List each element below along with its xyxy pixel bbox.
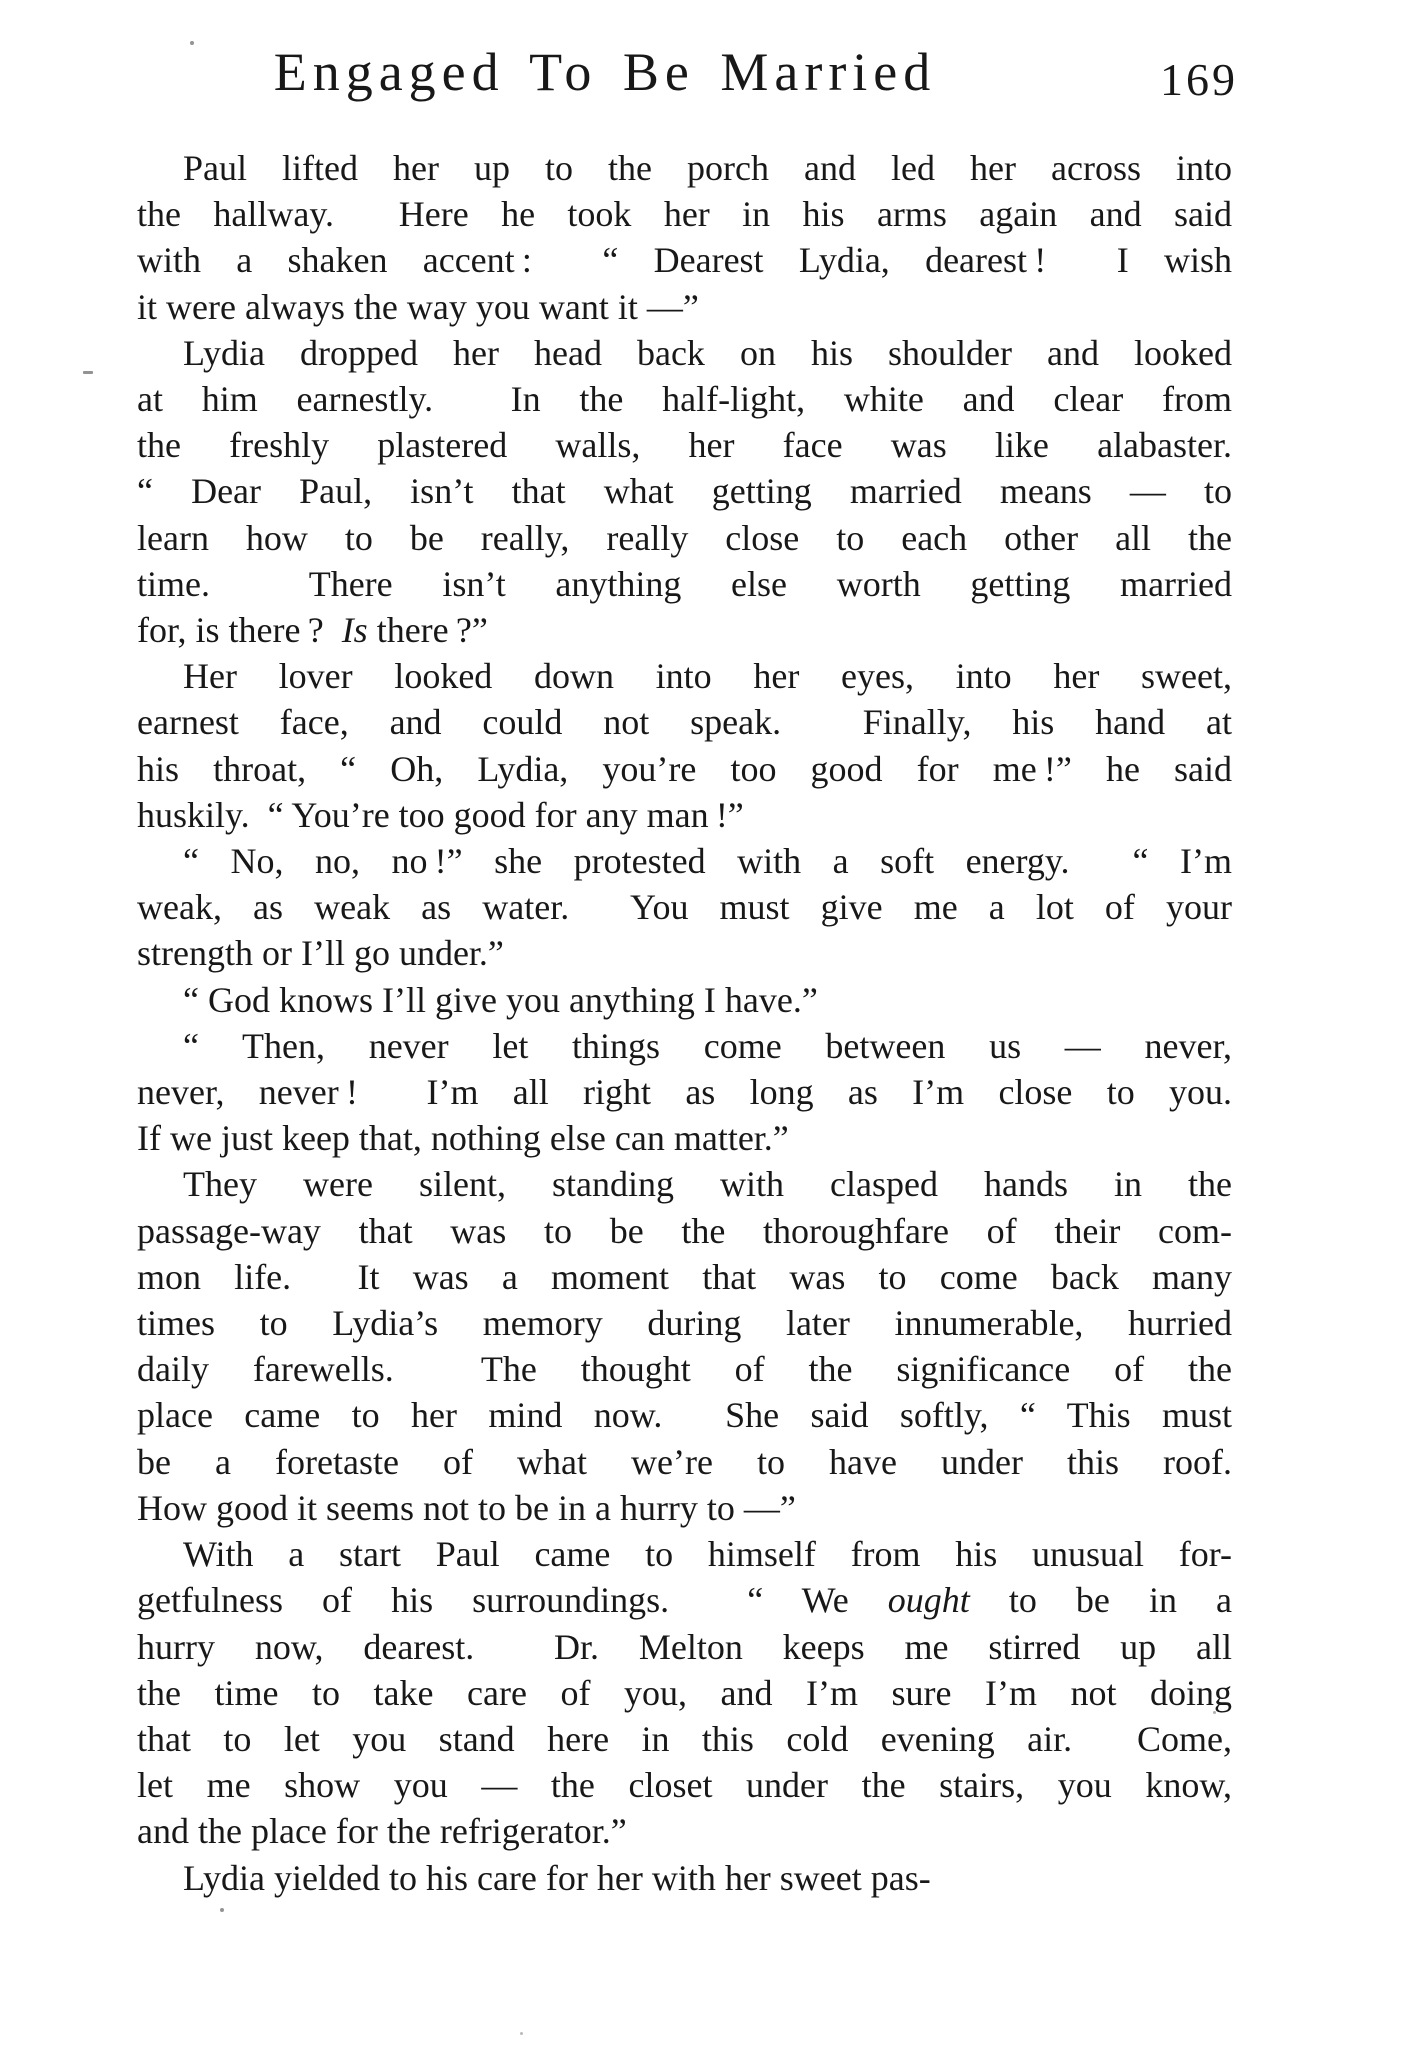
text-segment: “ God knows I’ll give you anything I have.” <box>183 979 818 1020</box>
text-line <box>137 838 1232 884</box>
scan-speck <box>190 41 194 45</box>
text-line <box>137 376 1232 422</box>
text-line <box>137 884 1232 930</box>
scan-speck <box>1213 1711 1216 1714</box>
text-segment: With a start Paul came to himself from his unusual for- <box>183 1534 1232 1575</box>
text-line <box>137 1716 1232 1762</box>
text-line <box>137 1577 1232 1623</box>
text-segment: daily farewells. The thought of the significance of the <box>137 1349 1232 1390</box>
text-segment: at him earnestly. In the half-light, white and clear from <box>137 379 1232 420</box>
text-line <box>137 977 1232 1023</box>
text-segment: earnest face, and could not speak. Finally, his hand at <box>137 702 1232 743</box>
text-segment: for, is there ? <box>137 610 342 651</box>
text-line <box>137 699 1232 745</box>
text-segment: weak, as weak as water. You must give me a lot of your <box>137 887 1232 928</box>
text-segment: and the place for the refrigerator.” <box>137 1811 627 1852</box>
text-segment: time. There isn’t anything else worth getting married <box>137 563 1232 604</box>
text-line <box>137 330 1232 376</box>
text-line <box>137 1208 1232 1254</box>
italic-text: Is <box>341 610 368 651</box>
text-line <box>137 1855 1232 1901</box>
text-segment: to be in a <box>969 1580 1232 1621</box>
text-line <box>137 1392 1232 1438</box>
text-line <box>137 1069 1232 1115</box>
text-segment: be a foretaste of what we’re to have under this roof. <box>137 1441 1232 1482</box>
scan-speck <box>520 2032 523 2035</box>
text-segment: Her lover looked down into her eyes, into her sweet, <box>183 656 1232 697</box>
text-line <box>137 1346 1232 1392</box>
text-line <box>137 515 1232 561</box>
text-line <box>137 792 1232 838</box>
text-segment: times to Lydia’s memory during later innumerable, hurried <box>137 1303 1232 1344</box>
text-segment: it were always the way you want it —” <box>137 286 699 327</box>
text-segment: the hallway. Here he took her in his arms again and said <box>137 194 1232 235</box>
text-segment: let me show you — the closet under the stairs, you know, <box>137 1765 1232 1806</box>
text-segment: How good it seems not to be in a hurry to —” <box>137 1487 796 1528</box>
text-segment: “ Then, never let things come between us — never, <box>183 1025 1232 1066</box>
text-line <box>137 1485 1232 1531</box>
text-line <box>137 1254 1232 1300</box>
text-segment: “ No, no, no !” she protested with a soft energy. “ I’m <box>183 841 1232 882</box>
text-segment: with a shaken accent : “ Dearest Lydia, dearest ! I wish <box>137 240 1232 281</box>
text-segment: Lydia dropped her head back on his shoulder and looked <box>183 332 1232 373</box>
text-segment: “ Dear Paul, isn’t that what getting married means — to <box>137 471 1232 512</box>
text-line <box>137 1808 1232 1854</box>
text-segment: getfulness of his surroundings. “ We <box>137 1580 888 1621</box>
text-segment: hurry now, dearest. Dr. Melton keeps me stirred up all <box>137 1626 1232 1667</box>
text-line <box>137 468 1232 514</box>
text-segment: the time to take care of you, and I’m sure I’m not doing <box>137 1672 1232 1713</box>
running-title: Engaged To Be Married <box>273 42 937 102</box>
text-line <box>137 191 1232 237</box>
scan-speck <box>83 371 93 374</box>
text-segment: Paul lifted her up to the porch and led her across into <box>183 148 1232 188</box>
text-segment: learn how to be really, really close to each other all the <box>137 517 1232 558</box>
text-line <box>137 607 1232 653</box>
text-line <box>137 1161 1232 1207</box>
text-line <box>137 1762 1232 1808</box>
text-line <box>137 284 1232 330</box>
text-segment: that to let you stand here in this cold evening air. Come, <box>137 1718 1232 1759</box>
text-segment: never, never ! I’m all right as long as I’m close to you. <box>137 1072 1232 1113</box>
text-line <box>137 746 1232 792</box>
text-segment: They were silent, standing with clasped hands in the <box>183 1164 1232 1205</box>
text-line <box>137 1531 1232 1577</box>
text-segment: strength or I’ll go under.” <box>137 933 504 974</box>
text-line <box>137 145 1232 191</box>
text-segment: passage-way that was to be the thoroughfare of their com- <box>137 1210 1232 1251</box>
text-segment: huskily. “ You’re too good for any man !” <box>137 794 744 835</box>
text-block <box>137 145 1232 1901</box>
text-segment: Lydia yielded to his care for her with her sweet pas- <box>183 1857 931 1898</box>
text-segment: place came to her mind now. She said softly, “ This must <box>137 1395 1232 1436</box>
text-line <box>137 653 1232 699</box>
italic-text: ought <box>887 1580 970 1621</box>
text-line <box>137 237 1232 283</box>
text-line <box>137 930 1232 976</box>
text-segment: mon life. It was a moment that was to come back many <box>137 1256 1232 1297</box>
text-line <box>137 1439 1232 1485</box>
page-number: 169 <box>1160 54 1238 105</box>
text-segment: his throat, “ Oh, Lydia, you’re too good for me !” he said <box>137 748 1232 789</box>
text-line <box>137 561 1232 607</box>
scan-speck <box>220 1908 224 1912</box>
text-line <box>137 1115 1232 1161</box>
text-line <box>137 1023 1232 1069</box>
text-line <box>137 1624 1232 1670</box>
text-segment: If we just keep that, nothing else can matter.” <box>137 1118 789 1159</box>
text-segment: the freshly plastered walls, her face was like alabaster. <box>137 425 1232 466</box>
text-line <box>137 1300 1232 1346</box>
text-line <box>137 422 1232 468</box>
text-line <box>137 1670 1232 1716</box>
text-segment: there ?” <box>367 610 488 651</box>
